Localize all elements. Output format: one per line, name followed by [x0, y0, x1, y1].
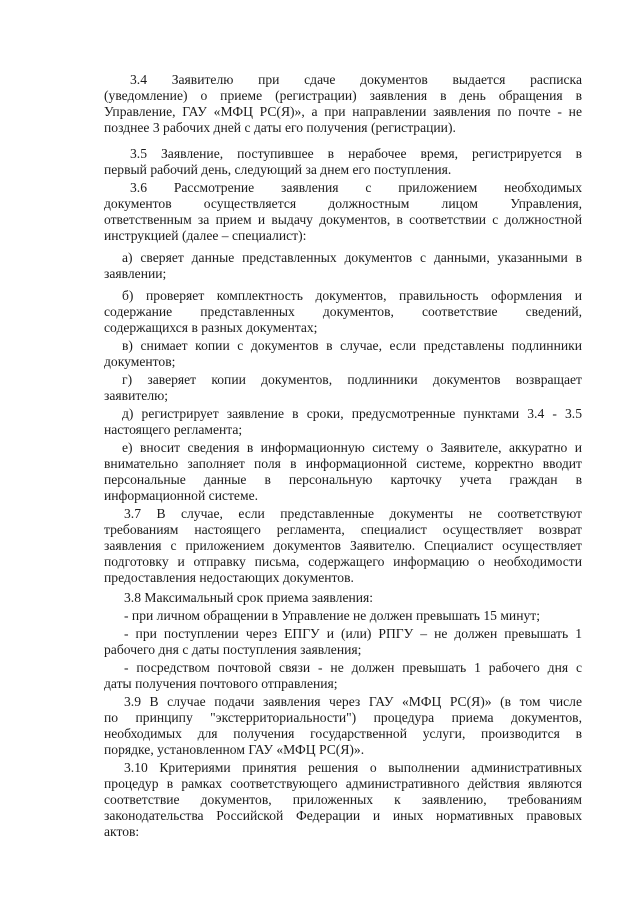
document-line: порядке, установленном ГАУ «МФЦ РС(Я)». — [104, 742, 365, 757]
document-line: требованиям настоящего регламента, специалист осуществляет возврат — [104, 522, 582, 537]
document-line: 3.9 В случае подачи заявления через ГАУ «МФЦ РС(Я)» (в том числе — [124, 694, 582, 709]
document-line: законодательства Российской Федерации и иных нормативных правовых — [104, 808, 582, 823]
document-line: документов осуществляется должностным лицом Управления, — [104, 196, 582, 211]
document-line: заявлении; — [104, 266, 167, 281]
document-line: заявления с приложением документов Заявителю. Специалист осуществляет — [104, 538, 582, 553]
document-line: г) заверяет копии документов, подлинники документов возвращает — [122, 372, 582, 387]
document-line: д) регистрирует заявление в сроки, предусмотренные пунктами 3.4 - 3.5 — [122, 406, 582, 421]
document-line: содержание представленных документов, соответствие сведений, — [104, 304, 582, 319]
document-line: - при личном обращении в Управление не должен превышать 15 минут; — [124, 608, 540, 623]
document-line: соответствие документов, приложенных к заявлению, требованиям — [104, 792, 582, 807]
document-line: - при поступлении через ЕПГУ и (или) РПГУ – не должен превышать 1 — [124, 626, 582, 641]
document-line: процедур в рамках соответствующего административного действия являются — [104, 776, 582, 791]
document-line: предоставления недостающих документов. — [104, 570, 354, 585]
document-line: 3.8 Максимальный срок приема заявления: — [124, 590, 374, 605]
document-line: Управление, ГАУ «МФЦ РС(Я)», а при направлении заявления по почте - не — [104, 104, 582, 119]
document-line: инструкцией (далее – специалист): — [104, 228, 307, 243]
document-line: даты получения почтового отправления; — [104, 676, 338, 691]
document-line: актов: — [104, 824, 140, 839]
document-line: позднее 3 рабочих дней с даты его получения (регистрации). — [104, 120, 456, 135]
document-line: - посредством почтовой связи - не должен превышать 1 рабочего дня с — [124, 660, 582, 675]
document-line: 3.4 Заявителю при сдаче документов выдается расписка — [130, 72, 582, 87]
document-line: заявителю; — [104, 388, 169, 403]
document-line: содержащихся в разных документах; — [104, 320, 318, 335]
document-line: подготовку и отправку письма, содержащего информацию о необходимости — [104, 554, 582, 569]
document-line: б) проверяет комплектность документов, правильность оформления и — [122, 288, 582, 303]
document-line: документов; — [104, 354, 176, 369]
document-line: 3.5 Заявление, поступившее в нерабочее время, регистрируется в — [130, 146, 582, 161]
document-line: персональные данные в персональную карточку учета граждан в — [104, 472, 582, 487]
document-line: внимательно заполняет поля в информационной системе, корректно вводит — [104, 456, 582, 471]
document-line: 3.6 Рассмотрение заявления с приложением необходимых — [130, 180, 582, 195]
document-line: (уведомление) о приеме (регистрации) заявления в день обращения в — [104, 88, 582, 103]
document-line: настоящего регламента; — [104, 422, 243, 437]
document-line: первый рабочий день, следующий за днем его поступления. — [104, 162, 452, 177]
document-line: рабочего дня с даты поступления заявления; — [104, 642, 362, 657]
document-line: 3.7 В случае, если представленные документы не соответствуют — [124, 506, 582, 521]
document-line: 3.10 Критериями принятия решения о выполнении административных — [124, 760, 582, 775]
document-line: е) вносит сведения в информационную систему о Заявителе, аккуратно и — [122, 440, 582, 455]
document-line: необходимых для получения государственной услуги, производится в — [104, 726, 582, 741]
document-line: в) снимает копии с документов в случае, если представлены подлинники — [122, 338, 582, 353]
document-line: ответственным за прием и выдачу документов, в соответствии с должностной — [104, 212, 582, 227]
document-line: а) сверяет данные представленных документов с данными, указанными в — [122, 250, 582, 265]
document-line: по принципу "экстерриториальности") процедура приема документов, — [104, 710, 582, 725]
document-line: информационной системе. — [104, 488, 259, 503]
